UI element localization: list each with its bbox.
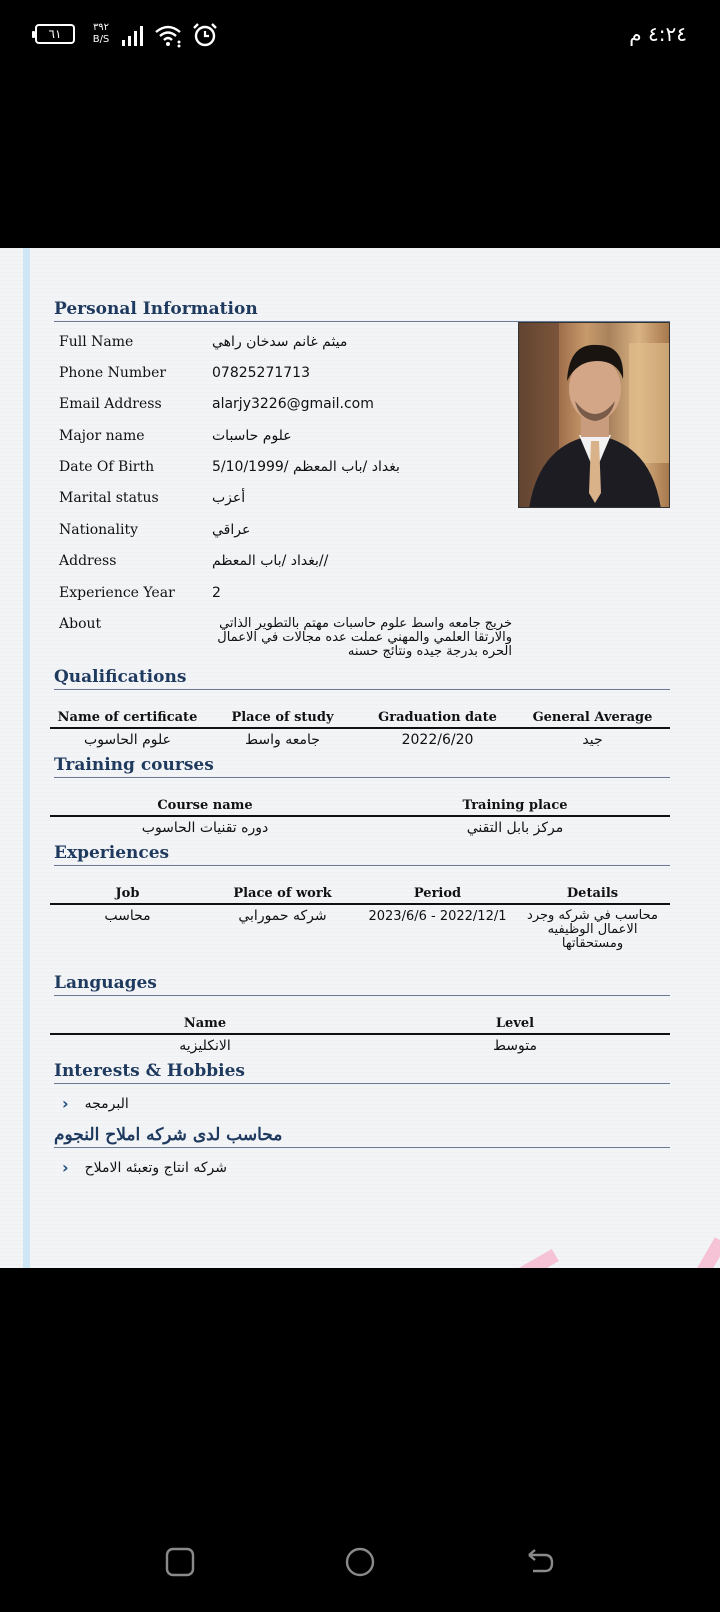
table-header <box>50 883 670 905</box>
status-bar <box>0 0 720 72</box>
value-dob: 5/10/1999/ بغداد /باب المعظم <box>212 459 400 475</box>
header-place-of-study: Place of study <box>231 709 334 725</box>
cell-job: محاسب <box>104 908 151 924</box>
header-language-name: Name <box>183 1015 227 1031</box>
wifi-icon <box>154 24 182 48</box>
back-button[interactable] <box>525 1547 555 1577</box>
label-about: About <box>59 616 102 632</box>
cell-period: 2022/12/1 - 2023/6/6 <box>368 909 507 924</box>
table-row <box>50 817 670 836</box>
cell-place-of-work: شركه حمورابي <box>238 908 327 924</box>
section-title-personal: Personal Information <box>54 298 670 322</box>
decorative-shape <box>517 1249 559 1268</box>
person-image <box>519 323 670 508</box>
hobby-item: البرمجه <box>84 1095 129 1112</box>
section-title-qualifications: Qualifications <box>54 666 670 690</box>
table-row <box>50 1035 670 1054</box>
value-about: خريج جامعه واسط علوم حاسبات مهتم بالتطوير الذاتي والارتقا العلمي والمهني عملت عده مجالات في الاعمال الحره بدرجة جيده ونتائج حسنه <box>217 616 512 659</box>
extra-item: شركه انتاج وتعبئه الاملاح <box>84 1159 228 1176</box>
value-major: علوم حاسبات <box>212 428 292 444</box>
value-experience-year: 2 <box>212 585 221 601</box>
experiences-table <box>50 883 670 951</box>
resume-document[interactable] <box>0 248 720 1268</box>
header-general-average: General Average <box>532 709 653 725</box>
decorative-shape <box>695 1237 720 1268</box>
value-phone: 07825271713 <box>212 365 310 381</box>
header-certificate: Name of certificate <box>57 709 198 725</box>
list-item <box>62 1158 227 1177</box>
home-button[interactable] <box>345 1547 375 1577</box>
alarm-icon <box>192 22 218 48</box>
languages-table <box>50 1013 670 1054</box>
table-header <box>50 707 670 729</box>
header-period: Period <box>413 885 462 901</box>
table-header <box>50 1013 670 1035</box>
cell-training-place: مركز بابل التقني <box>466 820 564 836</box>
label-marital: Marital status <box>59 490 159 506</box>
value-email: alarjy3226@gmail.com <box>212 396 374 412</box>
side-stripe <box>23 248 30 1268</box>
header-details: Details <box>566 885 619 901</box>
section-title-training: Training courses <box>54 754 670 778</box>
value-marital: أعزب <box>212 490 246 506</box>
cell-details: محاسب في شركه وجرد الاعمال الوظيفيه ومستحقاتها <box>527 908 658 951</box>
chevron-right-icon: › <box>62 1158 69 1177</box>
section-title-extra-text: محاسب لدى شركه املاح النجوم <box>54 1125 283 1145</box>
label-full-name: Full Name <box>59 334 134 350</box>
value-full-name: ميثم غانم سدخان راهي <box>212 334 348 350</box>
label-phone: Phone Number <box>59 365 167 381</box>
label-major: Major name <box>59 428 145 444</box>
header-job: Job <box>115 885 140 901</box>
header-language-level: Level <box>495 1015 535 1031</box>
training-table <box>50 795 670 836</box>
label-nationality: Nationality <box>59 522 138 538</box>
section-title-experiences: Experiences <box>54 842 670 866</box>
header-training-place: Training place <box>462 797 568 813</box>
table-row <box>50 729 670 748</box>
cell-language-name: الانكليزيه <box>179 1038 231 1054</box>
section-title-hobbies: Interests & Hobbies <box>54 1060 670 1084</box>
header-graduation-date: Graduation date <box>378 709 497 725</box>
list-item <box>62 1094 129 1113</box>
cell-language-level: متوسط <box>493 1038 537 1054</box>
table-row <box>50 905 670 951</box>
section-title-languages: Languages <box>54 972 670 996</box>
qualifications-table <box>50 707 670 748</box>
cell-graduation-date: 2022/6/20 <box>401 732 474 748</box>
header-place-of-work: Place of work <box>233 885 332 901</box>
label-dob: Date Of Birth <box>59 459 155 475</box>
label-email: Email Address <box>59 396 162 412</box>
network-speed <box>90 22 112 46</box>
network-speed-unit: B/S <box>92 34 110 45</box>
cell-place-of-study: جامعه واسط <box>245 732 320 748</box>
section-title-extra <box>54 1124 670 1148</box>
recent-apps-button[interactable] <box>165 1547 195 1577</box>
cell-course-name: دوره تقنيات الحاسوب <box>141 820 269 836</box>
signal-icon <box>122 26 144 46</box>
cell-general-average: جيد <box>582 732 603 748</box>
battery-icon <box>35 24 75 44</box>
profile-photo <box>518 322 670 508</box>
label-experience-year: Experience Year <box>59 585 175 601</box>
value-address: بغداد /باب المعظم// <box>212 553 329 569</box>
network-speed-value: ٣٩٢ <box>92 22 110 33</box>
status-time: ٤:٢٤ م <box>629 22 687 46</box>
label-address: Address <box>59 553 117 569</box>
table-header <box>50 795 670 817</box>
cell-certificate: علوم الحاسوب <box>84 732 171 748</box>
battery-level: ٦١ <box>48 27 62 41</box>
chevron-right-icon: › <box>62 1094 69 1113</box>
value-nationality: عراقي <box>212 522 251 538</box>
header-course-name: Course name <box>157 797 253 813</box>
